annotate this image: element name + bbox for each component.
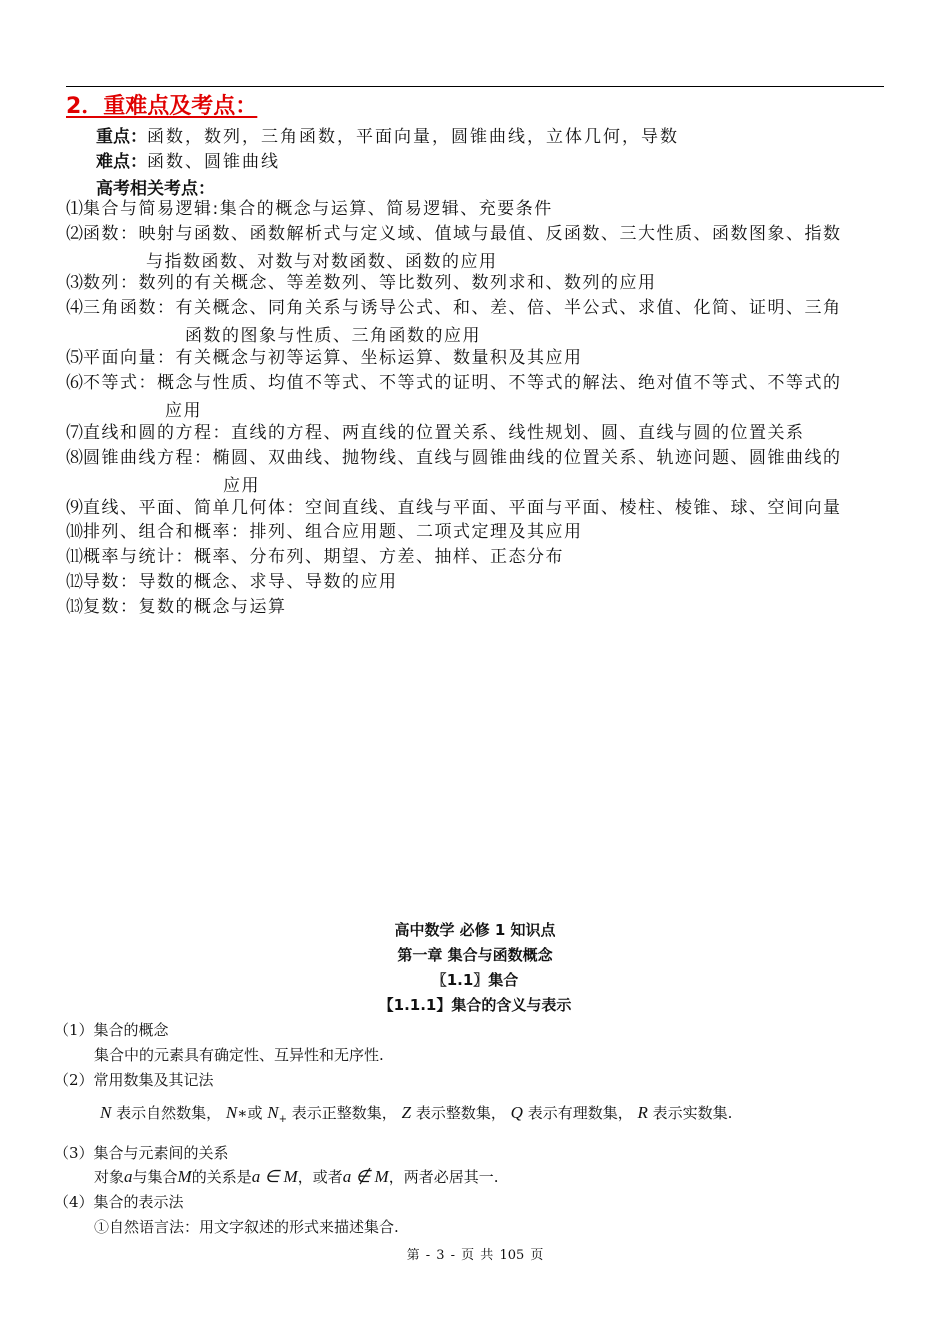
list-item: ⑷三角函数：有关概念、同角关系与诱导公式、和、差、倍、半公式、求值、化简、证明、三角 <box>66 298 842 318</box>
chapter-title: 第一章 集合与函数概念 <box>397 946 553 964</box>
concept-text: 集合中的元素具有确定性、互异性和无序性. <box>94 1046 384 1064</box>
subsection-heading: 【1.1.1】集合的含义与表示 <box>378 996 572 1014</box>
list-item: ⑼直线、平面、简单几何体：空间直线、直线与平面、平面与平面、棱柱、棱锥、球、空间向量 <box>66 498 842 518</box>
list-item: ⑻圆锥曲线方程：椭圆、双曲线、抛物线、直线与圆锥曲线的位置关系、轨迹问题、圆锥曲线的 <box>66 448 842 468</box>
page-footer: 第 - 3 - 页 共 105 页 <box>406 1248 544 1263</box>
list-item: ⑹不等式：概念与性质、均值不等式、不等式的证明、不等式的解法、绝对值不等式、不等式的 <box>66 373 842 393</box>
list-item: ⑺直线和圆的方程：直线的方程、两直线的位置关系、线性规划、圆、直线与圆的位置关系 <box>66 423 805 443</box>
key-points <box>96 122 679 147</box>
representation-text: ①自然语言法：用文字叙述的形式来描述集合. <box>94 1218 399 1236</box>
difficult-points <box>96 147 280 172</box>
list-item: ⑶数列：数列的有关概念、等差数列、等比数列、数列求和、数列的应用 <box>66 273 657 293</box>
top-rule <box>66 86 884 87</box>
book-title: 高中数学 必修 1 知识点 <box>394 921 556 939</box>
section-heading: 〖1.1〗集合 <box>431 971 519 989</box>
difficult-points-label: 难点： <box>96 152 147 172</box>
number-sets-text: N 表示自然数集， N∗或 $N_+$ 表示正整数集， Z 表示整数集， Q 表示有理数集， R 表示实数集. <box>100 1103 733 1125</box>
list-item-continuation: 函数的图象与性质、三角函数的应用 <box>185 326 481 346</box>
key-points-text: 函数，数列，三角函数，平面向量，圆锥曲线，立体几何，导数 <box>147 127 679 147</box>
number-sets-heading: （2）常用数集及其记法 <box>54 1071 214 1089</box>
exam-points-title: 高考相关考点： <box>96 179 215 199</box>
list-item-continuation: 应用 <box>165 401 202 421</box>
key-points-label: 重点： <box>96 127 147 147</box>
relation-heading: （3）集合与元素间的关系 <box>54 1144 229 1162</box>
list-item: ⑵函数：映射与函数、函数解析式与定义域、值域与最值、反函数、三大性质、函数图象、指数 <box>66 224 842 244</box>
list-item-continuation: 应用 <box>223 476 260 496</box>
difficult-points-text: 函数、圆锥曲线 <box>147 152 280 172</box>
list-item: ⑴集合与简易逻辑:集合的概念与运算、简易逻辑、充要条件 <box>66 199 553 219</box>
list-item: ⑿导数：导数的概念、求导、导数的应用 <box>66 572 398 592</box>
list-item: ⑽排列、组合和概率：排列、组合应用题、二项式定理及其应用 <box>66 522 583 542</box>
representation-heading: （4）集合的表示法 <box>54 1193 184 1211</box>
list-item: ⒀复数：复数的概念与运算 <box>66 597 287 617</box>
relation-text: 对象a与集合M的关系是a ∈ M，或者a ∉ M，两者必居其一. <box>94 1167 499 1186</box>
concept-heading: （1）集合的概念 <box>54 1021 169 1039</box>
list-item-continuation: 与指数函数、对数与对数函数、函数的应用 <box>146 252 498 272</box>
section-title: 2．重难点及考点： <box>66 94 258 119</box>
list-item: ⑾概率与统计：概率、分布列、期望、方差、抽样、正态分布 <box>66 547 564 567</box>
list-item: ⑸平面向量：有关概念与初等运算、坐标运算、数量积及其应用 <box>66 348 583 368</box>
